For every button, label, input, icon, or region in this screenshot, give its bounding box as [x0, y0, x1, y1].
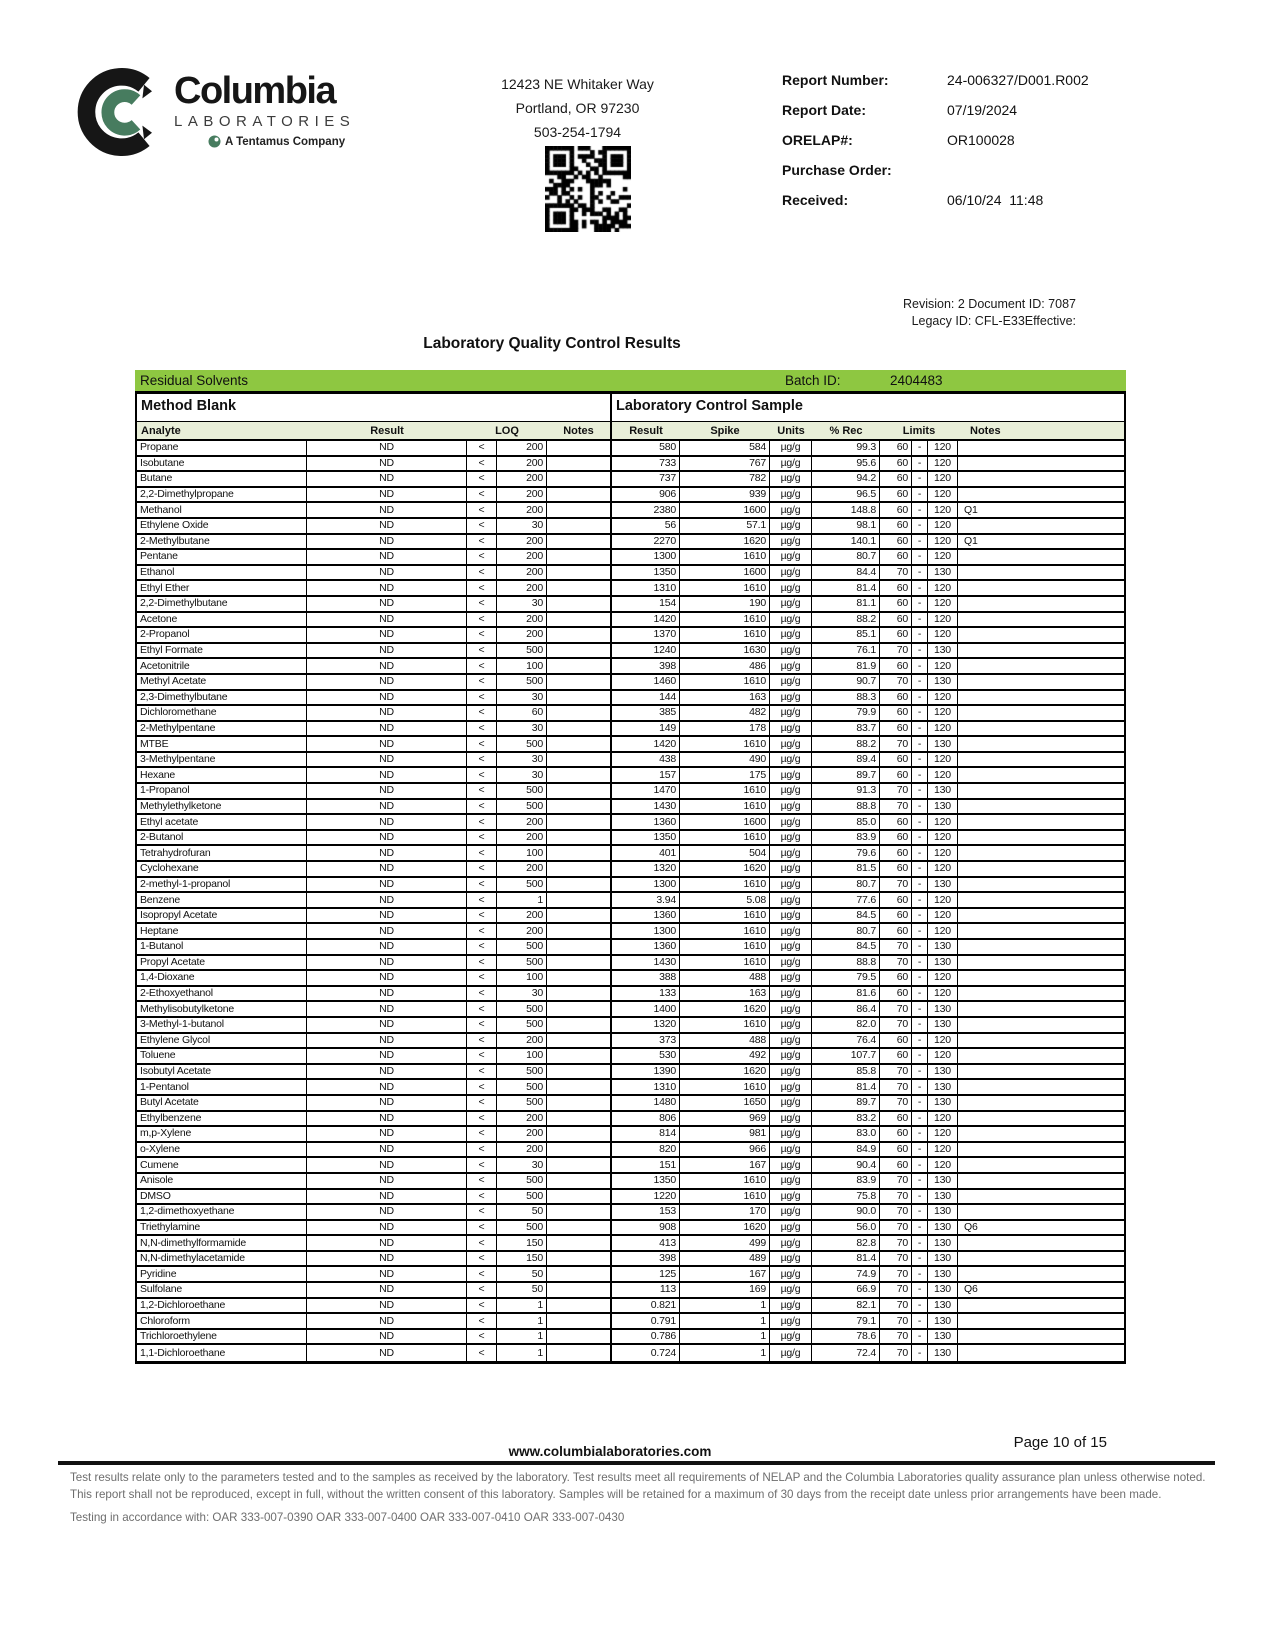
- page-number: Page 10 of 15: [1013, 1434, 1107, 1451]
- table-row: N,N-dimethylacetamide ND < 150 398 489 µg/g 81.4 70 - 130: [137, 1252, 1124, 1268]
- table-row: Ethylene Glycol ND < 200 373 488 µg/g 76.4 60 - 120: [137, 1034, 1124, 1050]
- received-value: 06/10/24 11:48: [947, 192, 1044, 208]
- revision-line2: Legacy ID: CFL-E33Effective:: [911, 314, 1076, 328]
- table-row: Isopropyl Acetate ND < 200 1360 1610 µg/g 84.5 60 - 120: [137, 909, 1124, 925]
- col-rec: % Rec: [829, 424, 863, 437]
- col-notes-lcs: Notes: [970, 424, 1001, 437]
- page-title: Laboratory Quality Control Results: [423, 335, 681, 352]
- table-row: Tetrahydrofuran ND < 100 401 504 µg/g 79.6 60 - 120: [137, 846, 1124, 862]
- table-row: N,N-dimethylformamide ND < 150 413 499 µg/g 82.8 70 - 130: [137, 1236, 1124, 1252]
- table-row: 2-Butanol ND < 200 1350 1610 µg/g 83.9 60 - 120: [137, 831, 1124, 847]
- col-units: Units: [777, 424, 805, 437]
- address-phone: 503-254-1794: [533, 124, 622, 140]
- section-name: Residual Solvents: [140, 373, 249, 388]
- table-row: 2,2-Dimethylpropane ND < 200 906 939 µg/g 96.5 60 - 120: [137, 488, 1124, 504]
- brand-name: Columbia: [174, 70, 336, 112]
- report-meta: [782, 72, 1089, 222]
- table-row: Ethyl acetate ND < 200 1360 1600 µg/g 85.0 60 - 120: [137, 815, 1124, 831]
- table-row: Heptane ND < 200 1300 1610 µg/g 80.7 60 - 120: [137, 924, 1124, 940]
- table-row: Butyl Acetate ND < 500 1480 1650 µg/g 89.7 70 - 130: [137, 1096, 1124, 1112]
- table-row: 1,2-dimethoxyethane ND < 50 153 170 µg/g 90.0 70 - 130: [137, 1205, 1124, 1221]
- table-row: Ethyl Ether ND < 200 1310 1610 µg/g 81.4 60 - 120: [137, 581, 1124, 597]
- table-body: [137, 441, 1124, 1361]
- table-row: Cyclohexane ND < 200 1320 1620 µg/g 81.5 60 - 120: [137, 862, 1124, 878]
- table-row: 1,4-Dioxane ND < 100 388 488 µg/g 79.5 60 - 120: [137, 971, 1124, 987]
- table-row: Butane ND < 200 737 782 µg/g 94.2 60 - 120: [137, 472, 1124, 488]
- col-result-lcs: Result: [629, 424, 663, 437]
- website-url: www.columbialaboratories.com: [508, 1444, 712, 1459]
- table-row: 2,3-Dimethylbutane ND < 30 144 163 µg/g 88.3 60 - 120: [137, 691, 1124, 707]
- qc-results-table: [135, 370, 1126, 1364]
- company-logo: [72, 64, 355, 160]
- table-row: Methylisobutylketone ND < 500 1400 1620 µg/g 86.4 70 - 130: [137, 1002, 1124, 1018]
- table-section-headers: [137, 394, 1124, 422]
- report-number-label: Report Number:: [782, 72, 889, 88]
- col-result-mb: Result: [370, 424, 404, 437]
- table-row: 2-Ethoxyethanol ND < 30 133 163 µg/g 81.6 60 - 120: [137, 987, 1124, 1003]
- purchase-order-label: Purchase Order:: [782, 162, 892, 178]
- table-row: Ethanol ND < 200 1350 1600 µg/g 84.4 70 - 130: [137, 566, 1124, 582]
- table-row: Trichloroethylene ND < 1 0.786 1 µg/g 78.6 70 - 130: [137, 1330, 1124, 1346]
- address-line1: 12423 NE Whitaker Way: [501, 76, 654, 92]
- table-row: Toluene ND < 100 530 492 µg/g 107.7 60 - 120: [137, 1049, 1124, 1065]
- table-row: 2-Methylpentane ND < 30 149 178 µg/g 83.7 60 - 120: [137, 722, 1124, 738]
- address-line2: Portland, OR 97230: [515, 100, 640, 116]
- table-row: 1-Propanol ND < 500 1470 1610 µg/g 91.3 70 - 130: [137, 784, 1124, 800]
- column-header-row: [137, 422, 1124, 441]
- table-row: 3-Methylpentane ND < 30 438 490 µg/g 89.4 60 - 120: [137, 753, 1124, 769]
- table-row: Acetone ND < 200 1420 1610 µg/g 88.2 60 - 120: [137, 613, 1124, 629]
- disclaimer-text: Test results relate only to the parameters tested and to the samples as received by the laboratory. Test results meet all requirements of NELAP and the Columbia Laboratories quality assurance plan unless otherwise noted. This report shall not be reproduced, except in full, without the written consent of this laboratory. Samples will be retained for a maximum of 30 days from the receipt date unless prior arrangements have been made.: [70, 1471, 1206, 1502]
- section-banner: [135, 370, 1126, 391]
- col-notes-mb: Notes: [547, 422, 612, 439]
- table-row: Methyl Acetate ND < 500 1460 1610 µg/g 90.7 70 - 130: [137, 675, 1124, 691]
- table-row: Hexane ND < 30 157 175 µg/g 89.7 60 - 120: [137, 768, 1124, 784]
- table-row: 2,2-Dimethylbutane ND < 30 154 190 µg/g 81.1 60 - 120: [137, 597, 1124, 613]
- footer-rule: [58, 1461, 1215, 1465]
- table-row: Cumene ND < 30 151 167 µg/g 90.4 60 - 120: [137, 1158, 1124, 1174]
- table-row: Chloroform ND < 1 0.791 1 µg/g 79.1 70 - 130: [137, 1314, 1124, 1330]
- table-row: 2-Methylbutane ND < 200 2270 1620 µg/g 140.1 60 - 120 Q1: [137, 535, 1124, 551]
- table-row: Isobutyl Acetate ND < 500 1390 1620 µg/g 85.8 70 - 130: [137, 1065, 1124, 1081]
- revision-info: [600, 296, 1076, 330]
- revision-line1: Revision: 2 Document ID: 7087: [902, 297, 1076, 311]
- table-row: MTBE ND < 500 1420 1610 µg/g 88.2 70 - 130: [137, 737, 1124, 753]
- qr-code: [545, 146, 631, 232]
- table-row: Propane ND < 200 580 584 µg/g 99.3 60 - 120: [137, 441, 1124, 457]
- table-row: Pyridine ND < 50 125 167 µg/g 74.9 70 - 130: [137, 1267, 1124, 1283]
- table-row: Pentane ND < 200 1300 1610 µg/g 80.7 60 - 120: [137, 550, 1124, 566]
- table-row: Benzene ND < 1 3.94 5.08 µg/g 77.6 60 - 120: [137, 893, 1124, 909]
- table-row: Methylethylketone ND < 500 1430 1610 µg/g 88.8 70 - 130: [137, 800, 1124, 816]
- table-row: Anisole ND < 500 1350 1610 µg/g 83.9 70 - 130: [137, 1174, 1124, 1190]
- report-number-value: 24-006327/D001.R002: [947, 72, 1089, 88]
- report-date-value: 07/19/2024: [947, 102, 1018, 118]
- batch-id-label: Batch ID:: [785, 373, 841, 388]
- report-date-label: Report Date:: [782, 102, 867, 118]
- col-limits: Limits: [902, 424, 936, 437]
- table-row: 2-methyl-1-propanol ND < 500 1300 1610 µg/g 80.7 70 - 130: [137, 878, 1124, 894]
- table-row: 3-Methyl-1-butanol ND < 500 1320 1610 µg/g 82.0 70 - 130: [137, 1018, 1124, 1034]
- table-row: o-Xylene ND < 200 820 966 µg/g 84.9 60 - 120: [137, 1143, 1124, 1159]
- table-row: Ethylbenzene ND < 200 806 969 µg/g 83.2 60 - 120: [137, 1112, 1124, 1128]
- table-row: Acetonitrile ND < 100 398 486 µg/g 81.9 60 - 120: [137, 659, 1124, 675]
- table-row: Triethylamine ND < 500 908 1620 µg/g 56.0 70 - 130 Q6: [137, 1221, 1124, 1237]
- orelap-label: ORELAP#:: [782, 132, 853, 148]
- col-loq: LOQ: [495, 424, 519, 437]
- table-row: Sulfolane ND < 50 113 169 µg/g 66.9 70 - 130 Q6: [137, 1283, 1124, 1299]
- lcs-header: Laboratory Control Sample: [616, 398, 803, 414]
- table-row: m,p-Xylene ND < 200 814 981 µg/g 83.0 60 - 120: [137, 1127, 1124, 1143]
- lab-address: [420, 72, 735, 144]
- table-row: 2-Propanol ND < 200 1370 1610 µg/g 85.1 60 - 120: [137, 628, 1124, 644]
- table-row: 1,2-Dichloroethane ND < 1 0.821 1 µg/g 82.1 70 - 130: [137, 1299, 1124, 1315]
- batch-id-value: 2404483: [890, 373, 943, 388]
- orelap-value: OR100028: [947, 132, 1015, 148]
- tentamus-leaf-icon: [208, 135, 221, 148]
- table-row: 1,1-Dichloroethane ND < 1 0.724 1 µg/g 72.4 70 - 130: [137, 1345, 1124, 1361]
- table-row: Dichloromethane ND < 60 385 482 µg/g 79.9 60 - 120: [137, 706, 1124, 722]
- col-analyte: Analyte: [141, 424, 181, 437]
- table-row: Methanol ND < 200 2380 1600 µg/g 148.8 60 - 120 Q1: [137, 503, 1124, 519]
- accordance-text: Testing in accordance with: OAR 333-007-0390 OAR 333-007-0400 OAR 333-007-0410 OAR 333-007-0430: [70, 1510, 625, 1524]
- table-row: 1-Butanol ND < 500 1360 1610 µg/g 84.5 70 - 130: [137, 940, 1124, 956]
- col-spike: Spike: [710, 424, 740, 437]
- tagline: A Tentamus Company: [225, 135, 346, 148]
- table-row: Propyl Acetate ND < 500 1430 1610 µg/g 88.8 70 - 130: [137, 956, 1124, 972]
- table-row: Ethyl Formate ND < 500 1240 1630 µg/g 76.1 70 - 130: [137, 644, 1124, 660]
- table-row: Isobutane ND < 200 733 767 µg/g 95.6 60 - 120: [137, 457, 1124, 473]
- method-blank-header: Method Blank: [137, 394, 612, 421]
- table-row: Ethylene Oxide ND < 30 56 57.1 µg/g 98.1 60 - 120: [137, 519, 1124, 535]
- table-row: DMSO ND < 500 1220 1610 µg/g 75.8 70 - 130: [137, 1190, 1124, 1206]
- footer-disclaimer: [70, 1469, 1216, 1526]
- brand-subtitle: LABORATORIES: [174, 113, 356, 130]
- columbia-logo-icon: [72, 64, 168, 160]
- table-row: 1-Pentanol ND < 500 1310 1610 µg/g 81.4 70 - 130: [137, 1080, 1124, 1096]
- received-label: Received:: [782, 192, 849, 208]
